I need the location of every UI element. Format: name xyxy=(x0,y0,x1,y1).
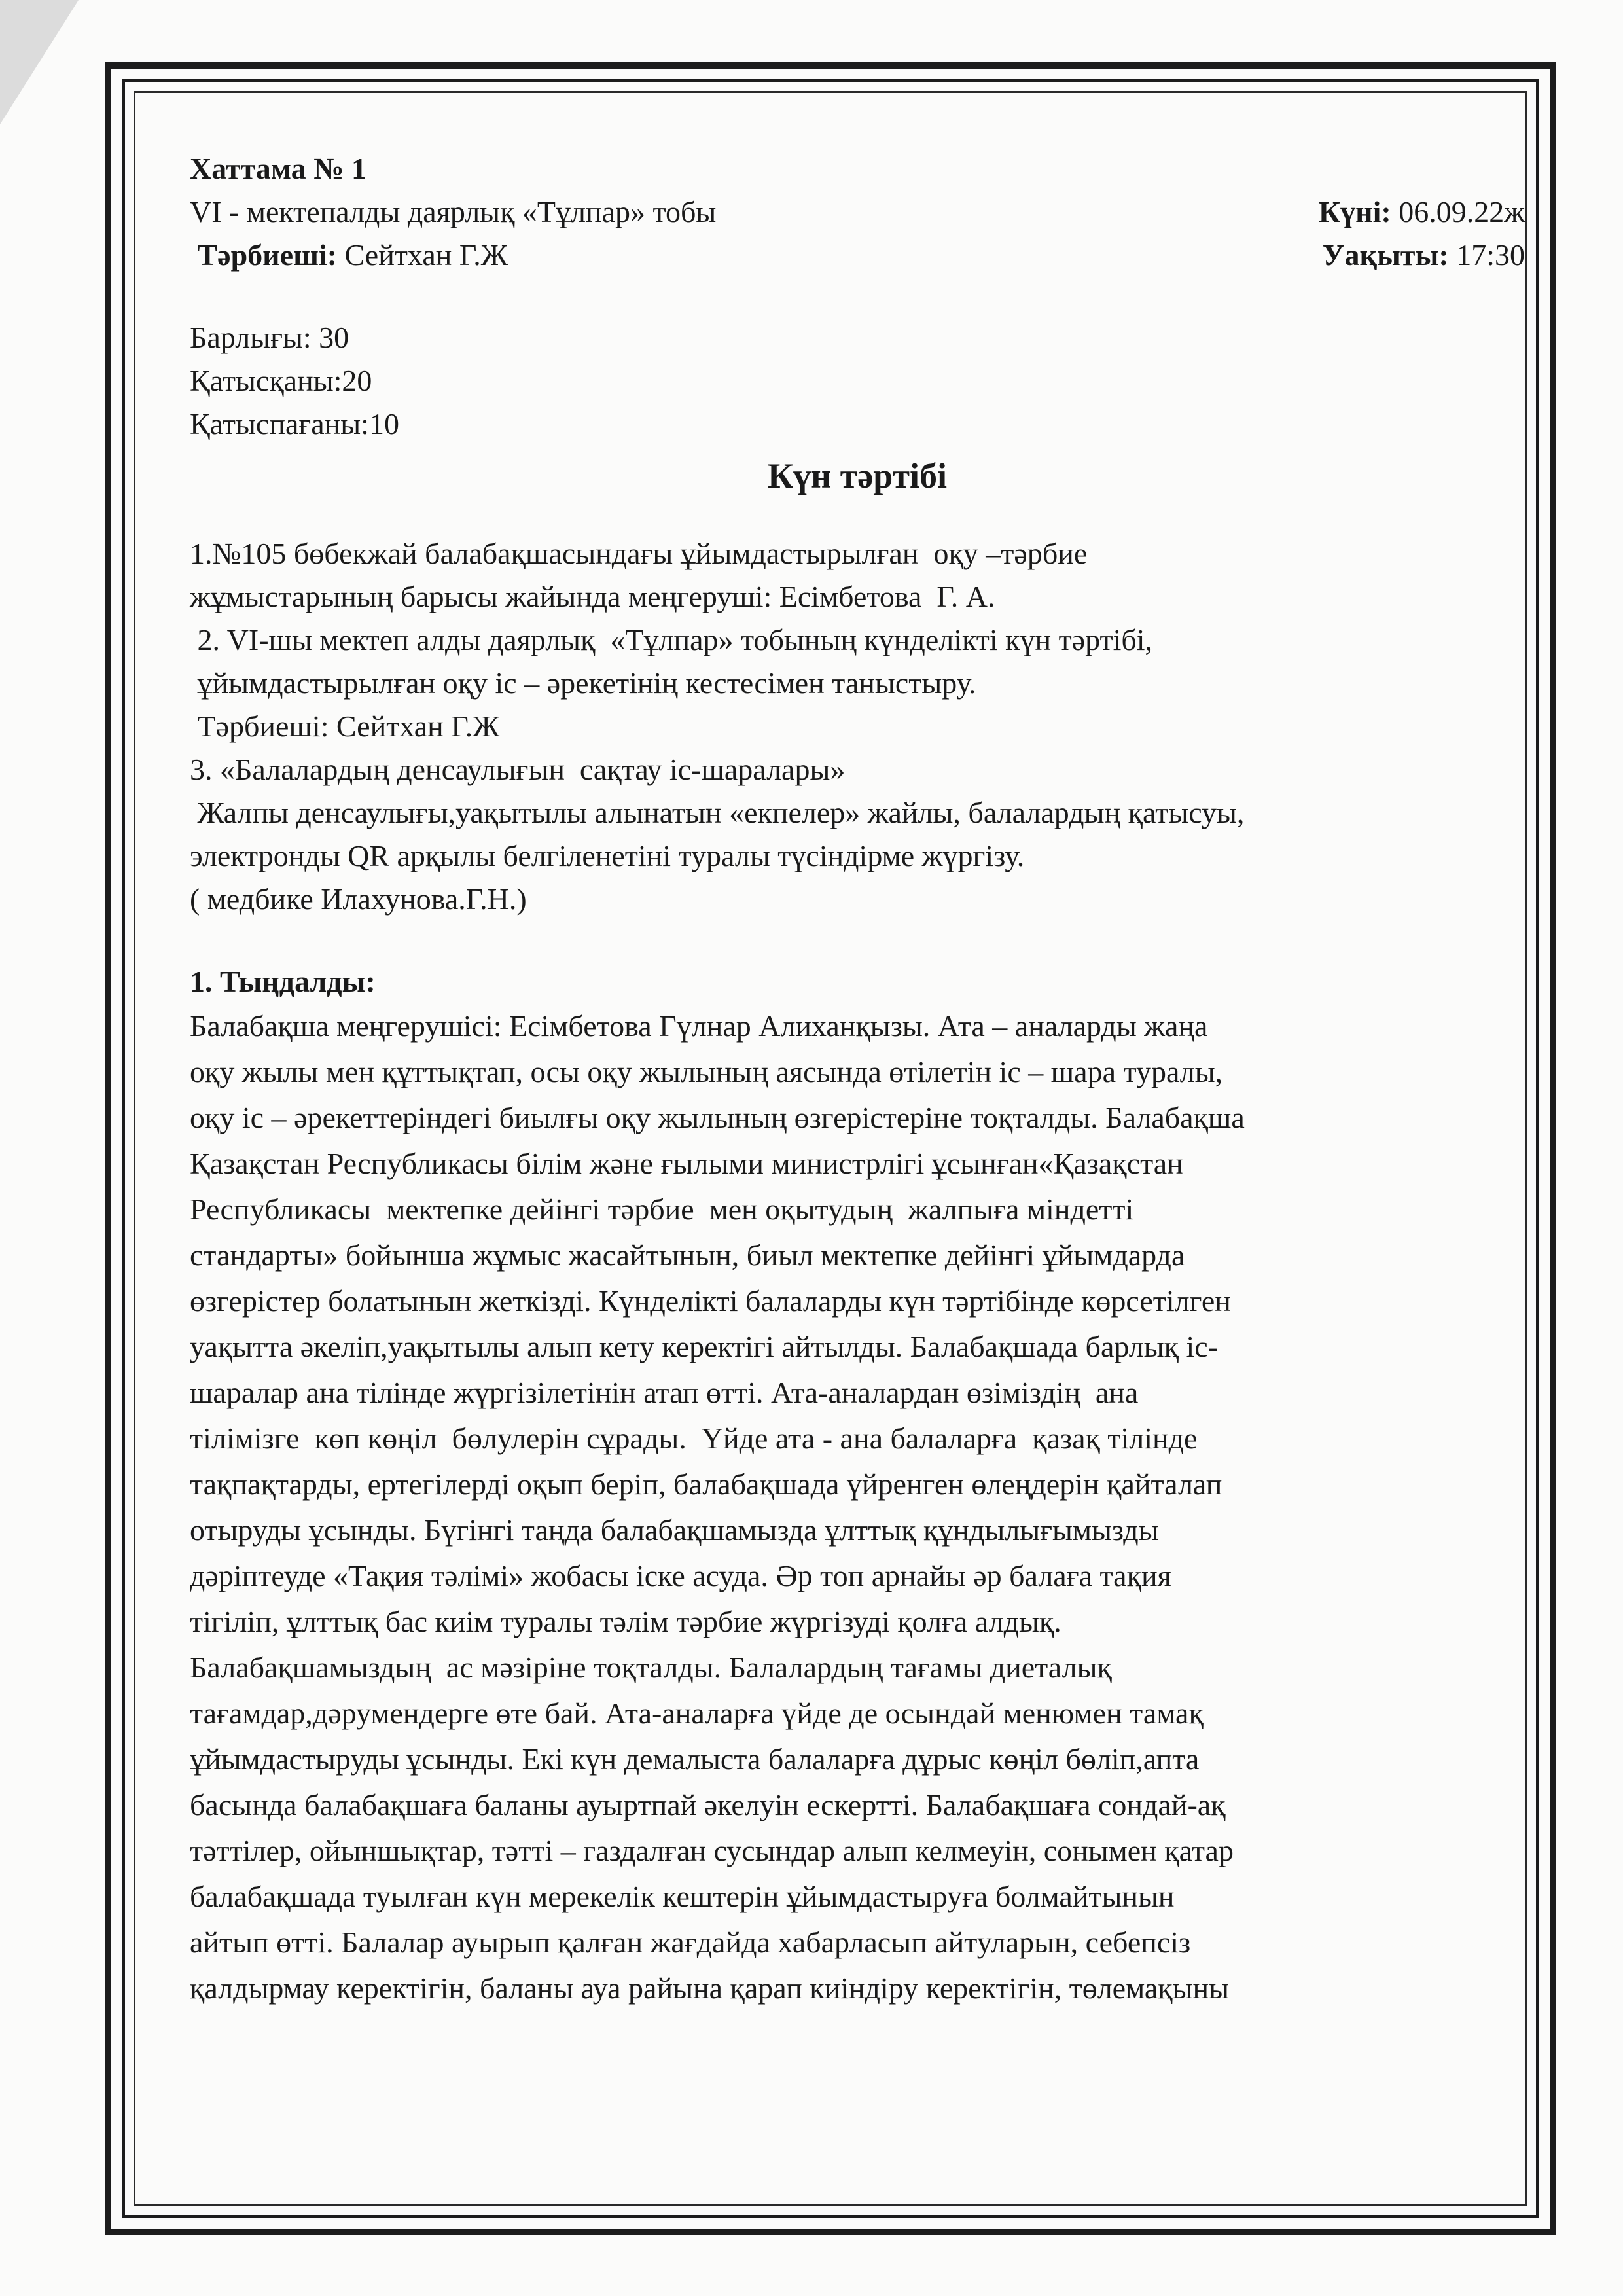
attendance-total: Барлығы: 30 xyxy=(190,321,349,354)
agenda-title: Күн тәртібі xyxy=(767,456,948,495)
body-line: дәріптеуде «Тақия тәлімі» жобасы іске асуда. Әр топ арнайы әр балаға тақия xyxy=(190,1559,1171,1592)
body-line: Республикасы мектепке дейінгі тәрбие мен оқытудың жалпыға міндетті xyxy=(190,1193,1134,1226)
body-line: шаралар ана тілінде жүргізілетінін атап өтті. Ата-аналардан өзіміздің ана xyxy=(190,1376,1139,1409)
body-line: отыруды ұсынды. Бүгінгі таңда балабақшамызда ұлттық құндылығымызды xyxy=(190,1513,1159,1547)
group-date-row xyxy=(190,190,1525,234)
body-line: оқу іс – әрекеттеріндегі биылғы оқу жылының өзгерістеріне тоқталды. Балабақша xyxy=(190,1101,1245,1134)
agenda-line: жұмыстарының барысы жайында меңгеруші: Есімбетова Г. А. xyxy=(190,580,995,613)
time-value: 17:30 xyxy=(1456,238,1525,272)
document-body xyxy=(190,147,1538,2011)
body-line: тақпақтарды, ертегілерді оқып беріп, балабақшада үйренген өлеңдерін қайталап xyxy=(190,1467,1222,1501)
body-line: тәттілер, ойыншықтар, тәтті – газдалған сусындар алып келмеуін, сонымен қатар xyxy=(190,1834,1234,1867)
section-body xyxy=(190,1003,1538,2011)
body-line: Қазақстан Республикасы білім және ғылыми министрлігі ұсынған«Қазақстан xyxy=(190,1147,1183,1180)
agenda-line: Жалпы денсаулығы,уақытылы алынатын «екпелер» жайлы, балалардың қатысуы, xyxy=(190,796,1245,829)
body-line: қалдырмау керектігін, баланы ауа райына қарап киіндіру керектігін, төлемақыны xyxy=(190,1971,1230,2005)
group-line: VI - мектепалды даярлық «Тұлпар» тобы xyxy=(190,195,717,228)
body-line: тігіліп, ұлттық бас киім туралы тәлім тәрбие жүргізуді қолға алдық. xyxy=(190,1605,1061,1638)
folded-corner xyxy=(0,0,79,124)
time-field xyxy=(1323,234,1525,277)
agenda-line: ( медбике Илахунова.Г.Н.) xyxy=(190,882,527,916)
agenda-line: ұйымдастырылған оқу іс – әрекетінің кестесімен таныстыру. xyxy=(190,666,976,700)
attendance-absent: Қатыспағаны:10 xyxy=(190,407,399,440)
body-line: уақытта әкеліп,уақытылы алып кету керектігі айтылды. Балабақшада барлық іс- xyxy=(190,1330,1218,1363)
teacher-field xyxy=(190,234,508,277)
teacher-label: Тәрбиеші: xyxy=(197,238,338,272)
body-line: тілімізге көп көңіл бөлулерін сұрады. Үйде ата - ана балаларға қазақ тілінде xyxy=(190,1422,1198,1455)
agenda-line: 3. «Балалардың денсаулығын сақтау іс-шаралары» xyxy=(190,753,846,786)
section-heading: 1. Тыңдалды: xyxy=(190,965,376,998)
date-value: 06.09.22ж xyxy=(1399,195,1525,228)
agenda-line: Тәрбиеші: Сейтхан Г.Ж xyxy=(190,709,500,743)
teacher-value: Сейтхан Г.Ж xyxy=(344,238,508,272)
body-line: басында балабақшаға баланы ауыртпай әкелуін ескертті. Балабақшаға сондай-ақ xyxy=(190,1788,1226,1821)
body-line: Балабақшамыздың ас мәзіріне тоқталды. Балалардың тағамы диеталық xyxy=(190,1651,1112,1684)
body-line: стандарты» бойынша жұмыс жасайтынын, биыл мектепке дейінгі ұйымдарда xyxy=(190,1238,1185,1272)
date-label: Күні: xyxy=(1318,195,1391,228)
agenda-line: 2. VI-шы мектеп алды даярлық «Тұлпар» тобының күнделікті күн тәртібі, xyxy=(190,623,1153,656)
protocol-title: Хаттама № 1 xyxy=(190,152,367,185)
time-label: Уақыты: xyxy=(1322,238,1449,272)
spacer xyxy=(190,277,1538,316)
spacer xyxy=(190,921,1538,960)
body-line: ұйымдастыруды ұсынды. Екі күн демалыста балаларға дұрыс көңіл бөліп,апта xyxy=(190,1742,1200,1776)
agenda-line: 1.№105 бөбекжай балабақшасындағы ұйымдастырылған оқу –тәрбие xyxy=(190,537,1088,570)
body-line: айтып өтті. Балалар ауырып қалған жағдайда хабарласып айтуларын, себепсіз xyxy=(190,1926,1191,1959)
body-line: Балабақша меңгерушісі: Есімбетова Гүлнар Алиханқызы. Ата – аналарды жаңа xyxy=(190,1009,1208,1043)
date-field xyxy=(1319,190,1525,234)
body-line: балабақшада туылған күн мерекелік кештерін ұйымдастыруға болмайтынын xyxy=(190,1880,1175,1913)
body-line: тағамдар,дәрумендерге өте бай. Ата-аналарға үйде де осындай менюмен тамақ xyxy=(190,1696,1204,1730)
body-line: өзгерістер болатынын жеткізді. Күнделікті балаларды күн тәртібінде көрсетілген xyxy=(190,1284,1231,1318)
agenda-line: электронды QR арқылы белгіленетіні туралы түсіндірме жүргізу. xyxy=(190,839,1025,872)
body-line: оқу жылы мен құттықтап, осы оқу жылының аясында өтілетін іс – шара туралы, xyxy=(190,1055,1223,1088)
teacher-time-row xyxy=(190,234,1525,277)
attendance-present: Қатысқаны:20 xyxy=(190,364,372,397)
